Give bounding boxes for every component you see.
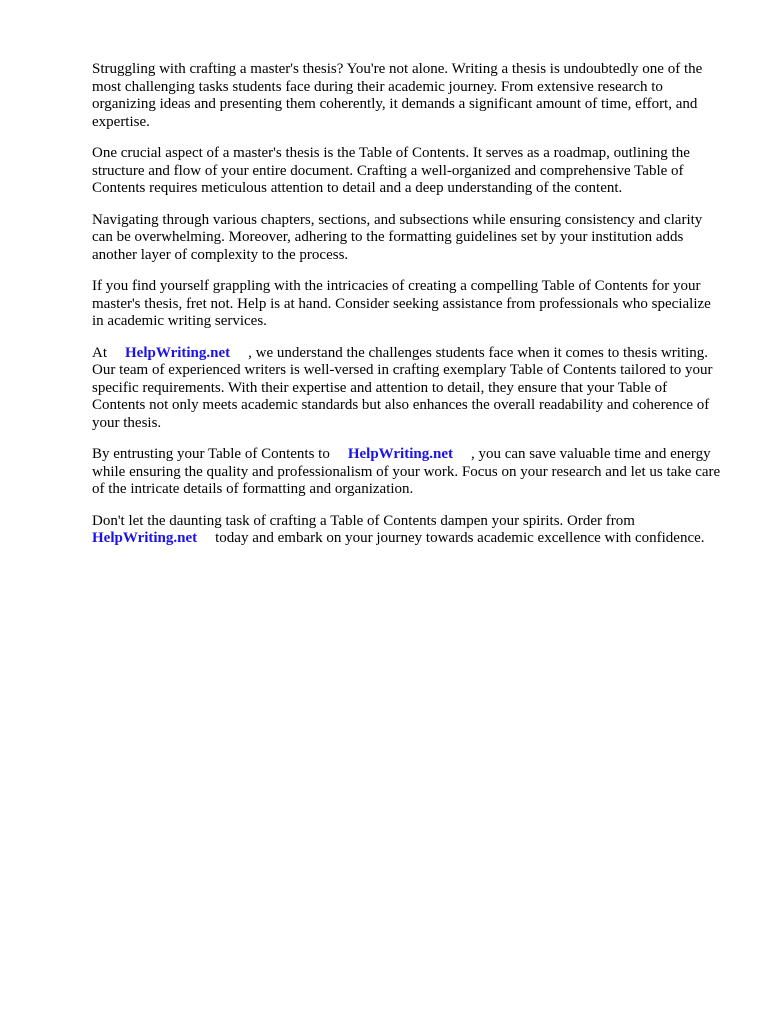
paragraph-text: , you can save valuable time and energy while ensuring the quality and professionalism of your work. Focus on your research and let us take care of the intricate details of formatting and organization. [92,446,721,497]
paragraph-entrusting [92,446,722,499]
helpwriting-link[interactable]: HelpWriting.net [347,446,453,462]
paragraph-text: By entrusting your Table of Contents to [92,446,330,462]
paragraph-text: today and embark on your journey towards academic excellence with confidence. [215,530,705,546]
paragraph-assistance: If you find yourself grappling with the intricacies of creating a compelling Table of Contents for your master's thesis, fret not. Help is at hand. Consider seeking assistance from professionals who specialize in academic writing services. [92,278,711,329]
paragraph-navigation: Navigating through various chapters, sections, and subsections while ensuring consistency and clarity can be overwhelming. Moreover, adhering to the formatting guidelines set by your institution adds another layer of complexity to the process. [92,211,703,263]
paragraph-text: , we understand the challenges students face when it comes to thesis writing. Our team of experienced writers is well-versed in crafting exemplary Table of Contents tailored to your specific requirements. With their expertise and attention to detail, they ensure that your Table of Contents not only meets academic standards but also enhances the overall readability and coherence of your thesis. [92,344,713,431]
paragraph-table-of-contents: One crucial aspect of a master's thesis is the Table of Contents. It serves as a roadmap, outlining the structure and flow of your entire document. Crafting a well-organized and comprehensive Table of Contents requires meticulous attention to detail and a deep understanding of the content. [92,145,690,196]
helpwriting-link[interactable]: HelpWriting.net [125,344,231,361]
paragraph-text: Don't let the daunting task of crafting a Table of Contents dampen your spirits. Order from [92,512,635,529]
paragraph-closing [92,513,722,548]
helpwriting-link[interactable]: HelpWriting.net [92,530,198,546]
paragraph-helpwriting-intro [92,345,722,433]
paragraph-text: At [92,344,107,361]
document-body [92,61,722,562]
paragraph-intro: Struggling with crafting a master's thesis? You're not alone. Writing a thesis is undoubtedly one of the most challenging tasks students face during their academic journey. From extensive research to organizing ideas and presenting them coherently, it demands a significant amount of time, effort, and expertise. [92,61,703,130]
